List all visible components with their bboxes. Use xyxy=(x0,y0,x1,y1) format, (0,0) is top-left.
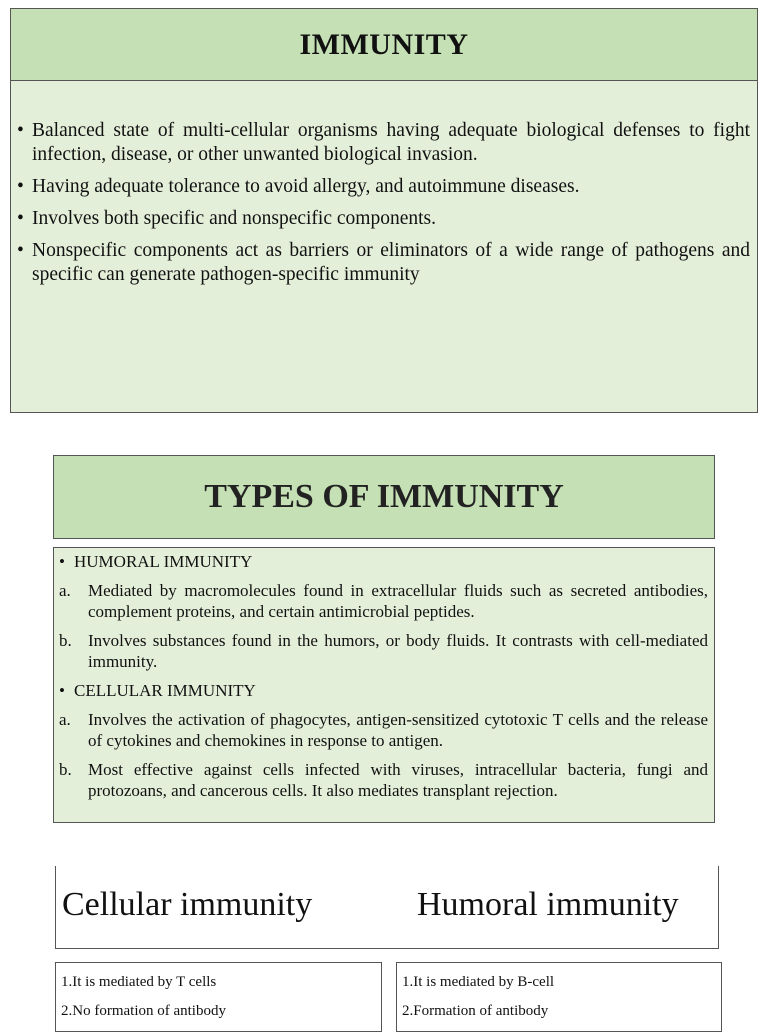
table-row: 2.No formation of antibody xyxy=(61,1003,226,1019)
cellular-table xyxy=(55,962,382,1032)
humoral-table xyxy=(396,962,722,1032)
immunity-bullet: • Having adequate tolerance to avoid allergy, and autoimmune diseases. xyxy=(17,176,580,197)
cellular-heading: Cellular immunity xyxy=(62,886,313,923)
types-body xyxy=(53,547,715,823)
types-title-bar xyxy=(53,455,715,539)
table-row: 1.It is mediated by T cells xyxy=(61,974,217,990)
bullet-icon: • xyxy=(17,176,24,197)
immunity-bullet: • Balanced state of multi-cellular organisms having adequate biological defenses to fight infection, disease, or other unwanted biological invasion. xyxy=(17,120,750,165)
humoral-heading: Humoral immunity xyxy=(417,886,679,923)
immunity-bullet-list xyxy=(11,81,757,287)
section-heading: • HUMORAL IMMUNITY xyxy=(59,552,253,571)
list-item: a. Involves the activation of phagocytes, antigen-sensitized cytotoxic T cells and the release of cytokines and chemokines in response to antigen. xyxy=(59,710,708,750)
item-letter: b. xyxy=(59,631,72,650)
immunity-bullet: • Involves both specific and nonspecific components. xyxy=(17,208,436,229)
table-row: 1.It is mediated by B-cell xyxy=(402,974,555,990)
bullet-icon: • xyxy=(17,240,24,261)
list-item: b. Most effective against cells infected with viruses, intracellular bacteria, fungi and protozoans, and cancerous cells. It also mediates transplant rejection. xyxy=(59,760,708,800)
types-title: TYPES OF IMMUNITY xyxy=(204,478,564,515)
comparison-header xyxy=(55,866,719,949)
item-letter: a. xyxy=(59,710,71,729)
slide-immunity xyxy=(10,8,758,413)
immunity-bullet: • Nonspecific components act as barriers or eliminators of a wide range of pathogens and specific can generate pathogen-specific immunity xyxy=(17,240,750,285)
bullet-icon: • xyxy=(59,681,65,700)
bullet-icon: • xyxy=(17,208,24,229)
bullet-icon: • xyxy=(17,120,24,141)
item-letter: a. xyxy=(59,581,71,600)
bullet-icon: • xyxy=(59,552,65,571)
item-letter: b. xyxy=(59,760,72,779)
list-item: b. Involves substances found in the humors, or body fluids. It contrasts with cell-mediated immunity. xyxy=(59,631,708,671)
section-heading: • CELLULAR IMMUNITY xyxy=(59,681,256,700)
immunity-title: IMMUNITY xyxy=(299,27,469,61)
table-row: 2.Formation of antibody xyxy=(402,1003,549,1019)
list-item: a. Mediated by macromolecules found in extracellular fluids such as secreted antibodies, complement proteins, and certain antimicrobial peptides. xyxy=(59,581,708,621)
immunity-title-bar xyxy=(11,9,757,81)
